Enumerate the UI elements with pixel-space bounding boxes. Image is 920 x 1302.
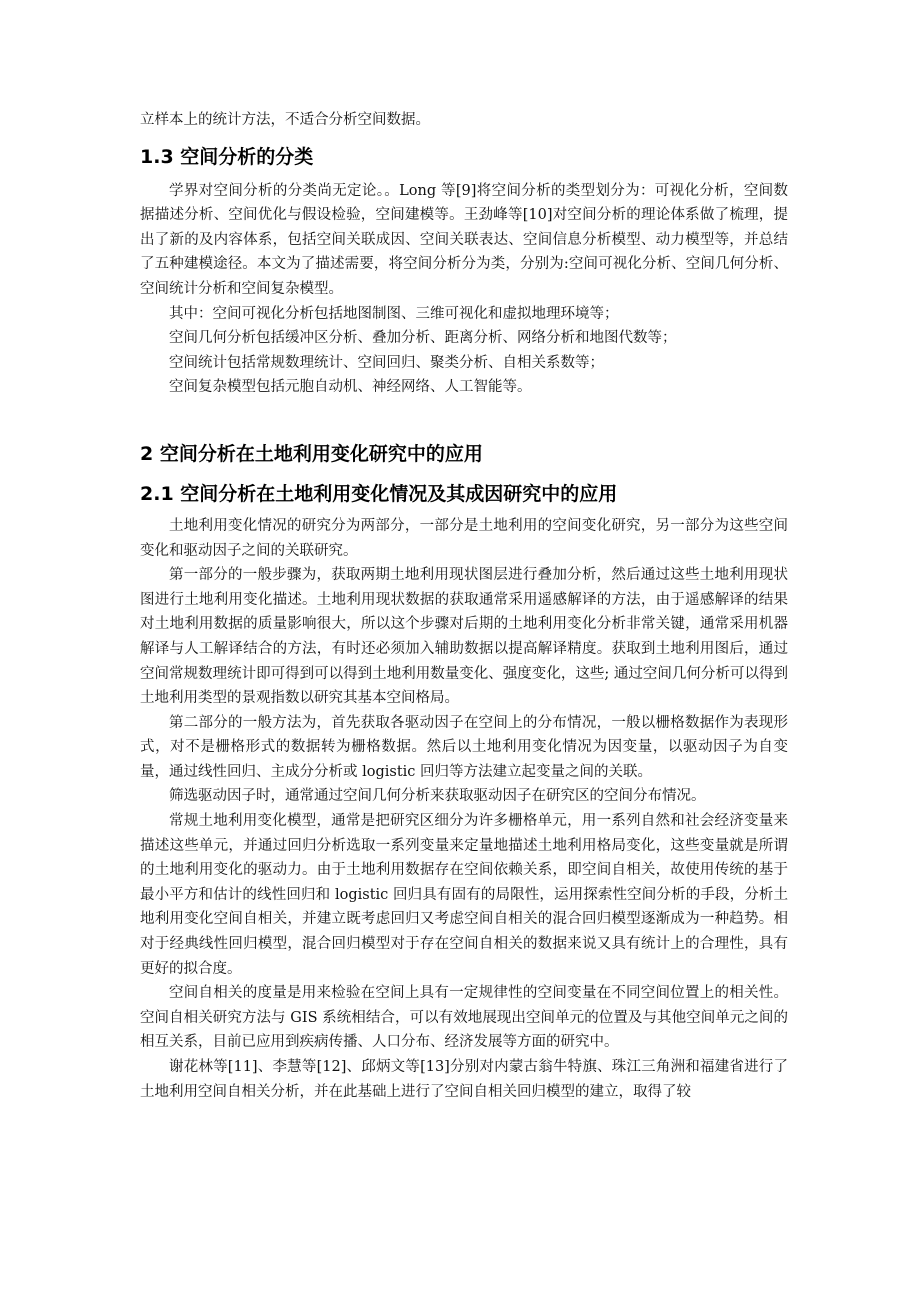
paragraph: 第一部分的一般步骤为，获取两期土地利用现状图层进行叠加分析，然后通过这些土地利用现状图进行土地利用变化描述。土地利用现状数据的获取通常采用遥感解译的方法，由于遥感解译的结果对土地利用数据的质量影响很大，所以这个步骤对后期的土地利用变化分析非常关键，通常采用机器解译与人工解译结合的方法，有时还必须加入辅助数据以提高解译精度。获取到土地利用图后，通过空间常规数理统计即可得到可以得到土地利用数量变化、强度变化，这些; 通过空间几何分析可以得到土地利用类型的景观指数以研究其基本空间格局。 — [140, 567, 788, 707]
heading-2: 2 空间分析在土地利用变化研究中的应用 — [140, 442, 483, 465]
paragraph: 常规土地利用变化模型，通常是把研究区细分为许多栅格单元，用一系列自然和社会经济变量来描述这些单元，并通过回归分析选取一系列变量来定量地描述土地利用格局变化，这些变量就是所谓的土地利用变化的驱动力。由于土地利用数据存在空间依赖关系，即空间自相关，故使用传统的基于最小平方和估计的线性回归和 logistic 回归具有固有的局限性，运用探索性空间分析的手段，分析土地利用变化空间自相关，并建立既考虑回归又考虑空间自相关的混合回归模型逐渐成为一种趋势。相对于经典线性回归模型，混合回归模型对于存在空间自相关的数据来说又具有统计上的合理性，具有更好的拟合度。 — [140, 813, 788, 977]
paragraph: 空间几何分析包括缓冲区分析、叠加分析、距离分析、网络分析和地图代数等； — [169, 330, 677, 347]
paragraph: 谢花林等[11]、李慧等[12]、邱炳文等[13]分别对内蒙古翁牛特旗、珠江三角洲和福建省进行了土地利用空间自相关分析，并在此基础上进行了空间自相关回归模型的建立，取得了较 — [140, 1059, 788, 1100]
paragraph: 空间自相关的度量是用来检验在空间上具有一定规律性的空间变量在不同空间位置上的相关性。空间自相关研究方法与 GIS 系统相结合，可以有效地展现出空间单元的位置及与其他空间单元之间的相互关系，目前已应用到疾病传播、人口分布、经济发展等方面的研究中。 — [140, 985, 788, 1051]
paragraph: 空间复杂模型包括元胞自动机、神经网络、人工智能等。 — [169, 379, 532, 396]
paragraph-continued: 立样本上的统计方法，不适合分析空间数据。 — [140, 112, 430, 128]
paragraph: 土地利用变化情况的研究分为两部分，一部分是土地利用的空间变化研究，另一部分为这些空间变化和驱动因子之间的关联研究。 — [140, 517, 788, 559]
section-2-1-body — [140, 514, 788, 1104]
paragraph: 学界对空间分析的分类尚无定论。。Long 等[9]将空间分析的类型划分为：可视化分析，空间数据描述分析、空间优化与假设检验，空间建模等。王劲峰等[10]对空间分析的理论体系做了梳理，提出了新的及内容体系，包括空间关联成因、空间关联表达、空间信息分析模型、动力模型等，并总结了五种建模途径。本文为了描述需要，将空间分析分为类，分别为:空间可视化分析、空间几何分析、空间统计分析和空间复杂模型。 — [140, 182, 788, 297]
heading-2-1: 2.1 空间分析在土地利用变化情况及其成因研究中的应用 — [140, 482, 618, 505]
paragraph: 筛选驱动因子时，通常通过空间几何分析来获取驱动因子在研究区的空间分布情况。 — [169, 788, 706, 805]
document-page — [140, 108, 788, 1104]
heading-1-3: 1.3 空间分析的分类 — [140, 145, 314, 168]
section-1-3-body — [140, 179, 788, 400]
paragraph: 空间统计包括常规数理统计、空间回归、聚类分析、自相关系数等； — [169, 354, 604, 371]
paragraph: 第二部分的一般方法为，首先获取各驱动因子在空间上的分布情况，一般以栅格数据作为表现形式，对不是栅格形式的数据转为栅格数据。然后以土地利用变化情况为因变量，以驱动因子为自变量，通过线性回归、主成分分析或 logistic 回归等方法建立起变量之间的关联。 — [140, 714, 788, 780]
paragraph: 其中：空间可视化分析包括地图制图、三维可视化和虚拟地理环境等； — [169, 305, 619, 322]
